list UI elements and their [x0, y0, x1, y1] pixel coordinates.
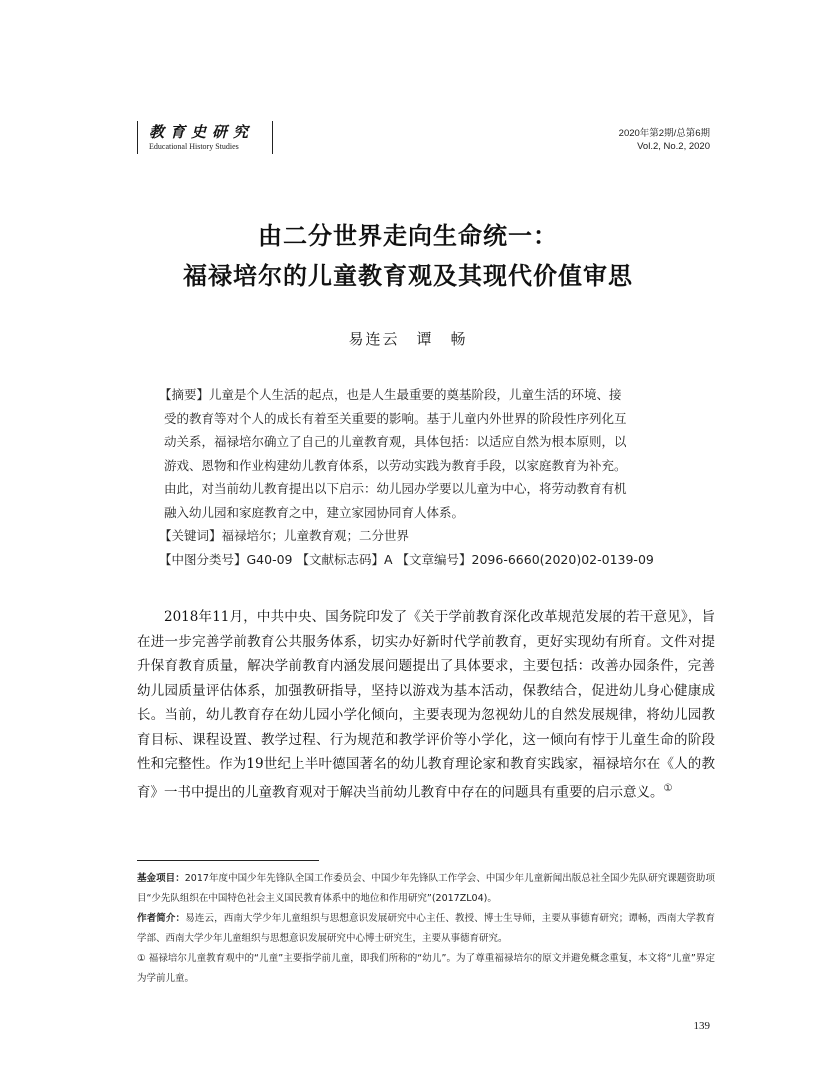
classification-codes: 【中图分类号】G40-09 【文献标志码】A 【文章编号】2096-6660(2020)02-0139-09: [159, 551, 654, 567]
journal-name-en: Educational History Studies: [149, 142, 239, 151]
body-paragraph: [137, 605, 715, 805]
body-text: [137, 605, 715, 805]
author-text: 易连云，西南大学少年儿童组织与思想意识发展研究中心主任、教授、博士生导师，主要从事德育研究；谭畅，西南大学教育学部、西南大学少年儿童组织与思想意识发展研究中心博士研究生，主要从事德育研究。: [137, 913, 715, 944]
issue-info-cn: 2020年第2期/总第6期: [618, 128, 710, 139]
issue-info-en: Vol.2, No.2, 2020: [637, 141, 710, 152]
abstract-line: 受的教育等对个人的成长有着至关重要的影响。基于儿童内外世界的阶段性序列化互: [164, 410, 627, 426]
abstract-line: 融入幼儿园和家庭教育之中，建立家园协同育人体系。: [164, 504, 465, 520]
authors: 易连云 谭 畅: [348, 330, 468, 348]
footnote-fund: [137, 869, 715, 909]
abstract-line: 游戏、恩物和作业构建幼儿教育体系，以劳动实践为教育手段，以家庭教育为补充。: [164, 457, 627, 473]
masthead-right-bar: [272, 121, 273, 154]
article-title-line1: 由二分世界走向生命统一：: [258, 222, 558, 250]
paragraph-text: 2018年11月，中共中央、国务院印发了《关于学前教育深化改革规范发展的若干意见》，旨在进一步完善学前教育公共服务体系，切实办好新时代学前教育，更好实现幼有所育。文件对提升保育教育质量，解决学前教育内涵发展问题提出了具体要求，主要包括：改善办园条件，完善幼儿园质量评估体系，加强教研指导，坚持以游戏为基本活动，保教结合，促进幼儿身心健康成长。当前，幼儿教育存在幼儿园小学化倾向，主要表现为忽视幼儿的自然发展规律，将幼儿园教育目标、课程设置、教学过程、行为规范和教学评价等小学化，这一倾向有悖于儿童生命的阶段性和完整性。作为19世纪上半叶德国著名的幼儿教育理论家和教育实践家，福禄培尔在《人的教育》一书中提出的儿童教育观对于解决当前幼儿教育中存在的问题具有重要的启示意义。: [137, 609, 715, 800]
abstract-line: 动关系，福禄培尔确立了自己的儿童教育观，具体包括：以适应自然为根本原则，以: [164, 434, 627, 449]
masthead-left-bar: [137, 121, 138, 154]
article-title-line2: 福禄培尔的儿童教育观及其现代价值审思: [183, 262, 633, 290]
footnote-ref[interactable]: ①: [663, 782, 673, 794]
footnote-divider: [137, 860, 319, 861]
fund-text: 2017年度中国少年先锋队全国工作委员会、中国少年先锋队工作学会、中国少年儿童新闻出版总社全国少先队研究课题资助项目“少先队组织在中国特色社会主义国民教育体系中的地位和作用研究”(2017ZL04)。: [137, 873, 715, 904]
journal-name-cn: 教育史研究: [149, 123, 255, 141]
footnote-author: [137, 909, 715, 949]
page-number: 139: [693, 1020, 710, 1032]
abstract-line: 由此，对当前幼儿教育提出以下启示：幼儿园办学要以儿童为中心，将劳动教育有机: [164, 481, 627, 496]
keywords: 【关键词】福禄培尔；儿童教育观；二分世界: [159, 528, 410, 543]
author-label: 作者简介：: [137, 913, 186, 924]
abstract-line: 【摘要】儿童是个人生活的起点，也是人生最重要的奠基阶段，儿童生活的环境、接: [159, 387, 622, 402]
abstract-block: [159, 383, 659, 571]
journal-masthead: [137, 121, 273, 154]
footnote-note1: ① 福禄培尔儿童教育观中的“儿童”主要指学前儿童，即我们所称的“幼儿”。为了尊重福禄培尔的原文并避免概念重复，本文将“儿童”界定为学前儿童。: [137, 953, 715, 984]
fund-label: 基金项目：: [137, 873, 185, 884]
